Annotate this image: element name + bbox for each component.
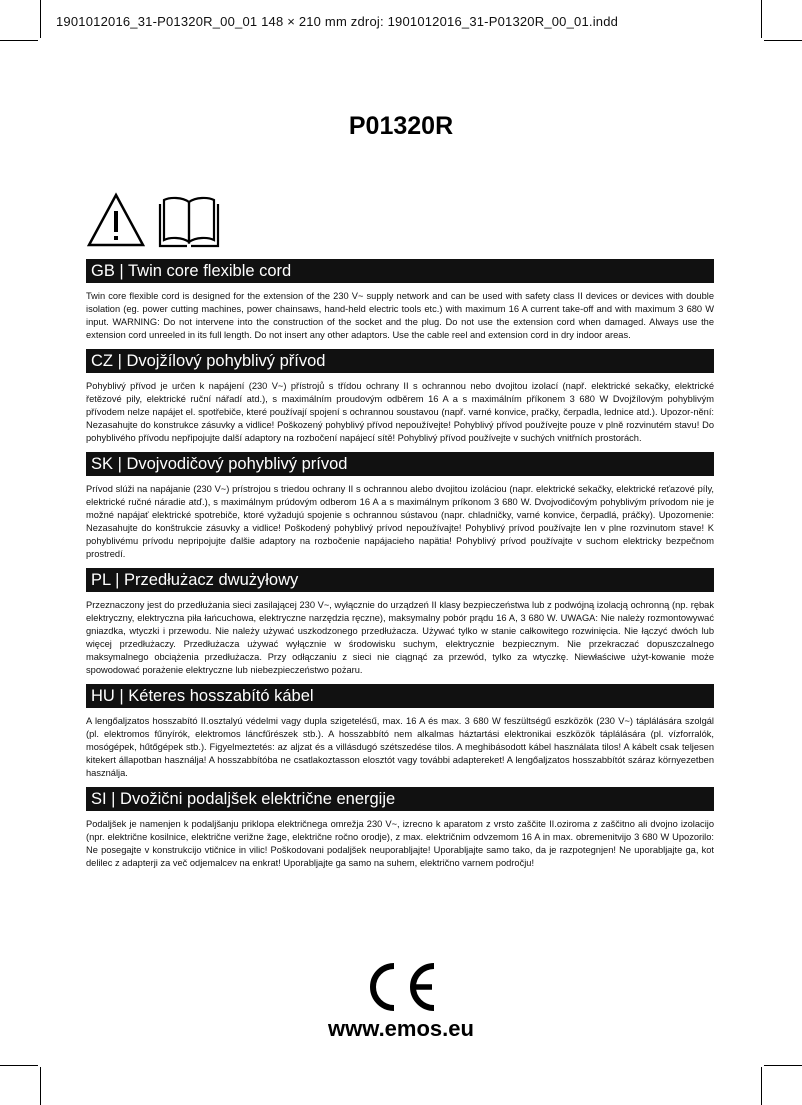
crop-mark bbox=[0, 40, 38, 41]
print-slug-line: 1901012016_31-P01320R_00_01 148 × 210 mm zdroj: 1901012016_31-P01320R_00_01.indd bbox=[56, 14, 619, 29]
website-url: www.emos.eu bbox=[328, 1016, 474, 1041]
crop-mark bbox=[0, 1065, 38, 1066]
section-cz bbox=[86, 349, 714, 445]
section-heading: SK | Dvojvodičový pohyblivý prívod bbox=[86, 452, 714, 476]
crop-mark bbox=[40, 0, 41, 38]
section-heading: GB | Twin core flexible cord bbox=[86, 259, 714, 283]
section-text: Twin core flexible cord is designed for the extension of the 230 V~ supply network and can be used with safety class II devices or devices with double isolation (eg. power cutting machines, power chainsaws, hand-held electric tools etc.) with maximum 16 A current take-off and with maximum 3 680 W input. WARNING: Do not intervene into the construction of the socket and the plug. Do not use the extension cord when damaged. Always use the extension cord unreeled in its full length. Do not insert any other adaptors. Use the cable reel and extension cord in dry indoor areas. bbox=[86, 291, 714, 340]
section-heading: CZ | Dvojžílový pohyblivý přívod bbox=[86, 349, 714, 373]
crop-mark bbox=[764, 40, 802, 41]
section-si bbox=[86, 787, 714, 870]
product-code-title: P01320R bbox=[348, 112, 454, 140]
crop-mark bbox=[40, 1067, 41, 1105]
section-pl bbox=[86, 568, 714, 677]
crop-mark bbox=[761, 1067, 762, 1105]
crop-mark bbox=[764, 1065, 802, 1066]
section-gb bbox=[86, 259, 714, 342]
section-text: A lengőaljzatos hosszabító II.osztalyú védelmi vagy dupla szigetelésű, max. 16 A és max. 3 680 W feszültségű eszközök (230 V~) táplálására szolgál (pl. elektromos fűnyírók, elektromos láncfűrészek stb.). A hosszabbító nem alkalmas háztartási elektronikai eszközök táplálására (pl. vízforralók, mosógépek, hűtőgépek stb.). Figyelmeztetés: az aljzat és a villásdugó szétszedése tilos. A meghibásodott kábel használata tilos! A kábelt csak teljesen kitekert állapotban használja! A hosszabbítóba ne csatlakoztasson elosztót vagy további adaptereket! A lengőaljzatos hosszabbítót száraz környezetben használja. bbox=[86, 716, 714, 778]
ce-mark-icon bbox=[364, 958, 438, 1016]
section-hu bbox=[86, 684, 714, 780]
section-heading: HU | Kéteres hosszabító kábel bbox=[86, 684, 714, 708]
section-text: Przeznaczony jest do przedłużania sieci zasilającej 230 V~, wyłącznie do urządzeń II klasy bezpieczeństwa lub z podwójną izolacją ochronną (np. rębak elektryczny, elektryczna piła łańcuchowa, elektryczne narzędzia ręczne), maksymalny pobór prądu 16 A, 3 680 W. UWAGA: Nie należy rozmontowywać gniazdka, wtyczki i przewodu. Nie należy używać uszkodzonego przedłużacza. Używać tylko w stanie całkowitego rozwinięcia. Nie łączyć dwóch lub więcej przedłużaczy. Przedłużacza używać wyłącznie w środowisku suchym, elektrycznie bezpiecznym. Nie przekraczać dopuszczalnego maksymalnego obciążenia przedłużacza. Przy odłączaniu z sieci nie ciągnąć za przewód, tylko za wtyczkę. Niewłaściwe użyt-kowanie może spowodować porażenie elektryczne lub niebezpieczeństwo pożaru. bbox=[86, 600, 714, 675]
safety-icons bbox=[86, 192, 220, 248]
section-heading: SI | Dvožični podaljšek električne energije bbox=[86, 787, 714, 811]
section-text: Prívod slúži na napájanie (230 V~) prístrojou s triedou ochrany II s ochrannou alebo dvojitou izoláciou (napr. elektrické sekačky, elektrické reťazové píly, elektrické ručné náradie atď.), s maximálnym prúdovým odberom 16 A a s maximálnym príkonom 3 680 W. Dvojvodičovým pohyblivým prívodom nie je možné napájať elektrické spotrebiče, ktoré vyžadujú spojenie s ochrannou sústavou (napr. chladničky, varné konvice, čerpadlá, práčky). Upozornenie: Nezasahujte do konštrukcie zásuvky a vidlice! Poškodený pohyblivý prívod nepoužívajte! Pohyblivý prívod používajte len v plne rozvinutom stave! K pohyblivému prívodu nepripojujte ďalšie adaptory na rozbočenie napájacieho napätia! Pohyblivý prívod používajte v suchom elektricky bezpečnom prostredí. bbox=[86, 484, 714, 559]
manual-book-icon bbox=[158, 192, 220, 248]
section-sk bbox=[86, 452, 714, 561]
section-text: Pohyblivý přívod je určen k napájení (230 V~) přístrojů s třídou ochrany II s ochrannou nebo dvojitou izolací (např. elektrické sekačky, elektrické řetězové pily, elektrické ruční nářadí atd.), s maximálním proudovým odběrem 16 A a s maximálním příkonem 3 680 W Dvojžílovým pohyblivým přívodem nelze napájet el. spotřebiče, které používají spojení s ochrannou soustavou (např. varné konvice, pračky, čerpadla, lednice atd.). Upozor-nění: Nezasahujte do konstrukce zásuvky a vidlice! Poškozený pohyblivý přívod nepoužívejte! Pohyblivý přívod používejte pouze v plně rozvinutém stavu! Do pohyblivého přívodu nepřipojujte další adaptory na rozbočení napájecí sítě! Pohyblivý přívod používejte v suchých vnitřních prostorách. bbox=[86, 381, 714, 443]
section-heading: PL | Przedłużacz dwużyłowy bbox=[86, 568, 714, 592]
section-text: Podaljšek je namenjen k podaljšanju priklopa električnega omrežja 230 V~, izrecno k aparatom z vrsto zaščite II.oziroma z zaščitno ali dvojno izolacijo (npr. električne kosilnice, električne verižne žage, električne ročno orodje), z max. električnim odvzemom 16 A in max. obremenitvijo 3 680 W Upozorilo: Ne posegajte v konstrukcijo vtičnice in vilic! Poškodovani podaljšek neuporabljajte! Uporabljajte samo tako, da je razpotegnjen! Ne uporabljajte ga, kot delilec z adapterji za več odjemalcev na enkrat! Uporabljajte ga samo na suhem, električno varnem področju! bbox=[86, 819, 714, 868]
crop-mark bbox=[761, 0, 762, 38]
warning-triangle-icon bbox=[86, 192, 146, 248]
